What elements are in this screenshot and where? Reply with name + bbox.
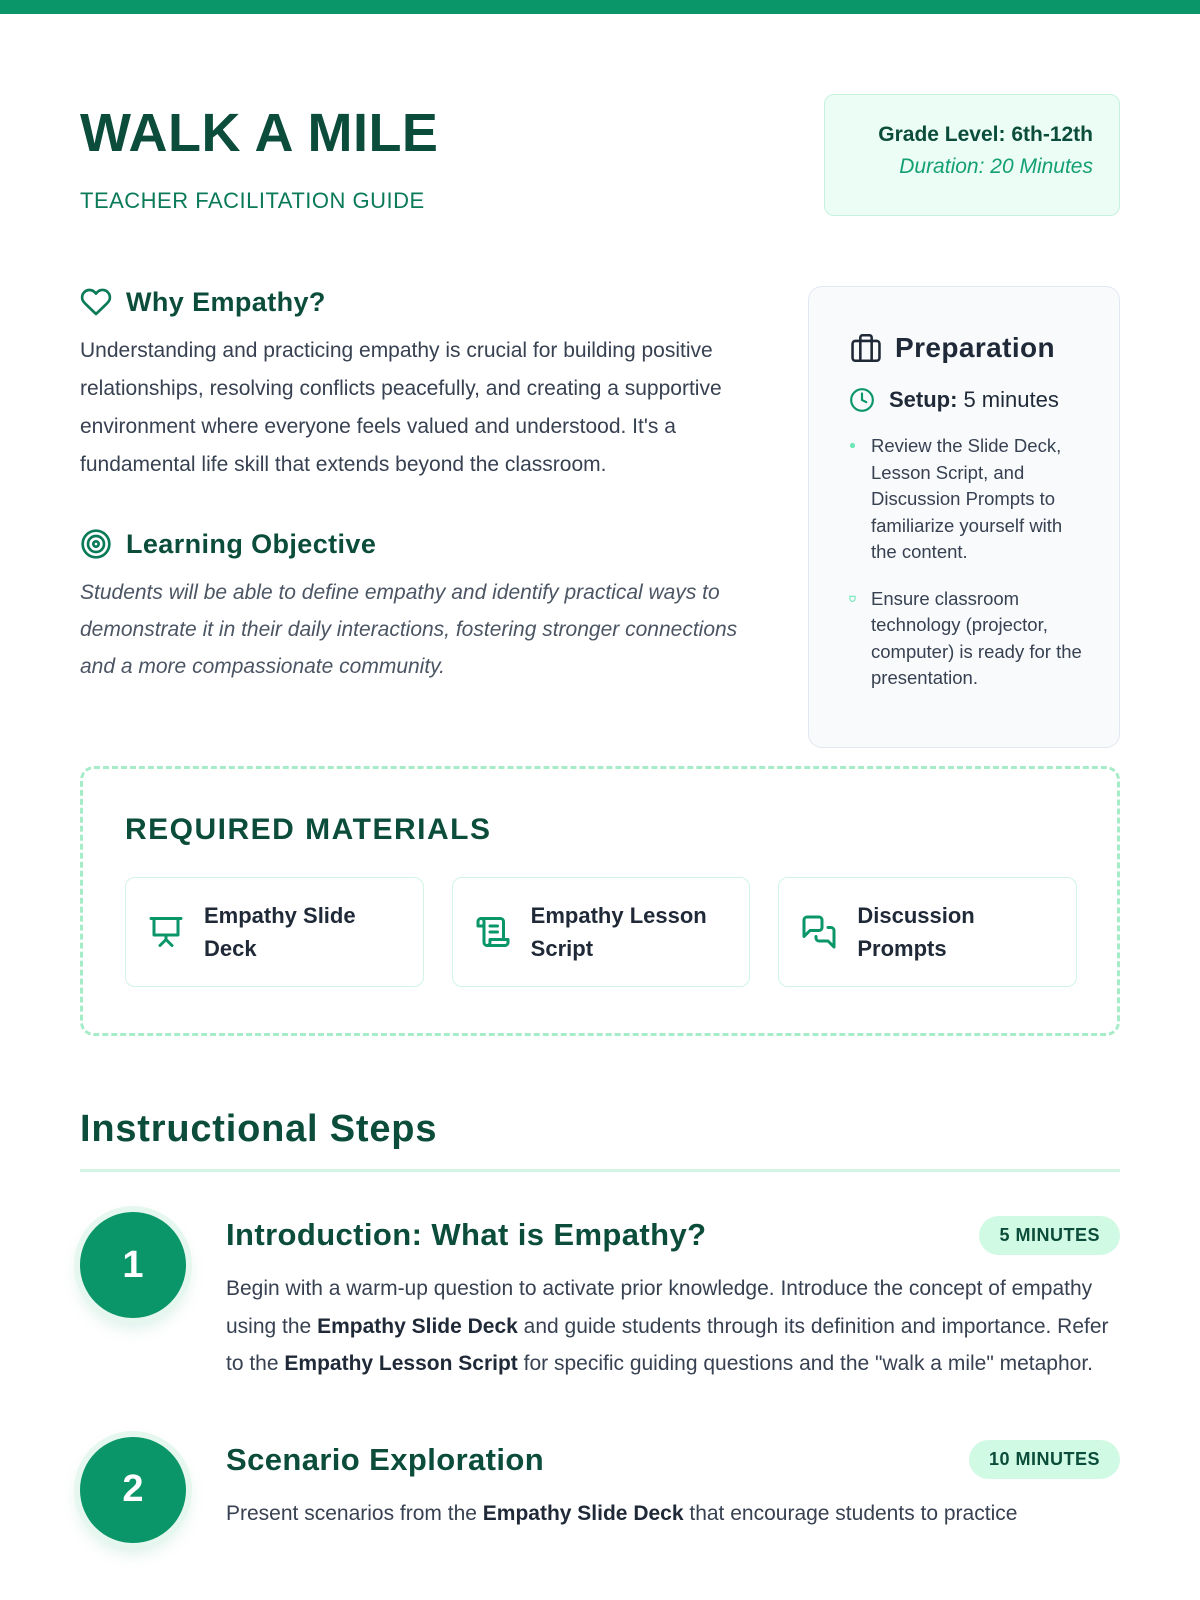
dot-bullet-icon	[849, 442, 856, 449]
learning-objective-title: Learning Objective	[126, 528, 377, 559]
briefcase-icon	[849, 331, 883, 365]
step-number: 1	[80, 1212, 186, 1318]
why-empathy-heading	[80, 286, 760, 318]
preparation-heading	[849, 331, 1089, 365]
step-bold-text: Empathy Slide Deck	[482, 1501, 684, 1525]
instructional-steps-heading: Instructional Steps	[80, 1108, 438, 1150]
why-empathy-title: Why Empathy?	[126, 286, 326, 317]
material-slide-deck[interactable]	[125, 877, 424, 987]
step-bold-text: Empathy Lesson Script	[284, 1352, 518, 1375]
step-bold-text: Empathy Slide Deck	[317, 1314, 518, 1338]
step-text: Begin with a warm-up question to activate prior knowledge. Introduce the concept of empathy using the	[226, 1277, 1093, 1338]
presentation-icon	[148, 914, 184, 950]
list-item	[849, 586, 1089, 692]
material-label: Discussion Prompts	[857, 903, 975, 961]
step-text: that encourage students to practice	[683, 1501, 1018, 1525]
why-empathy-text: Understanding and practicing empathy is crucial for building positive relationships, resolving conflicts peacefully, and creating a supportive environment where everyone feels valued and understood. It's a fundamental life skill that extends beyond the classroom.	[80, 339, 722, 476]
list-item	[849, 433, 1089, 566]
step-text: for specific guiding questions and the "walk a mile" metaphor.	[517, 1352, 1094, 1375]
material-lesson-script[interactable]	[452, 877, 751, 987]
header	[80, 14, 1120, 246]
duration-badge: 10 MINUTES	[969, 1440, 1120, 1479]
preparation-card	[808, 286, 1120, 748]
target-icon	[80, 528, 112, 560]
materials-heading: REQUIRED MATERIALS	[125, 813, 492, 846]
preparation-item-text: Ensure classroom technology (projector, computer) is ready for the presentation.	[871, 587, 1082, 688]
intro-section	[80, 246, 1120, 766]
learning-objective-text: Students will be able to define empathy and identify practical ways to demonstrate it in their daily interactions, fostering stronger connections and a more compassionate community.	[80, 581, 738, 678]
material-label: Empathy Slide Deck	[204, 903, 356, 961]
top-accent-bar	[0, 0, 1200, 14]
step-title: Introduction: What is Empathy?	[226, 1217, 707, 1252]
setup-time	[849, 387, 1089, 413]
materials-list	[125, 877, 1077, 987]
divider	[80, 1169, 1120, 1172]
chat-icon	[801, 914, 837, 950]
learning-objective-heading	[80, 528, 760, 560]
step-1	[80, 1212, 1120, 1383]
preparation-item-text: Review the Slide Deck, Lesson Script, and Discussion Prompts to familiarize yourself with the content.	[871, 435, 1063, 562]
setup-value: 5 minutes	[963, 387, 1059, 412]
required-materials-box	[80, 766, 1120, 1036]
step-description	[226, 1495, 1120, 1533]
guide-page	[0, 14, 1200, 1532]
heart-icon	[80, 286, 112, 318]
step-description	[226, 1270, 1120, 1383]
step-header	[226, 1437, 1120, 1483]
step-text: and guide students through its definition and importance. Refer to the	[226, 1314, 1109, 1375]
material-discussion-prompts[interactable]	[778, 877, 1077, 987]
grade-info-box	[824, 94, 1120, 216]
step-text: Present scenarios from the	[226, 1501, 483, 1525]
setup-label: Setup:	[889, 387, 958, 412]
material-label: Empathy Lesson Script	[530, 903, 707, 961]
step-header	[226, 1212, 1120, 1258]
shield-bullet-icon	[849, 595, 856, 602]
step-title: Scenario Exploration	[226, 1441, 545, 1477]
step-number: 2	[80, 1437, 186, 1543]
step-2	[80, 1437, 1120, 1533]
intro-left-column	[80, 286, 760, 685]
page-subtitle: TEACHER FACILITATION GUIDE	[80, 188, 425, 213]
grade-level: Grade Level: 6th-12th	[878, 123, 1093, 146]
duration-badge: 5 MINUTES	[979, 1216, 1120, 1255]
clock-icon	[849, 387, 875, 413]
page-title: WALK A MILE	[80, 103, 439, 163]
preparation-title: Preparation	[895, 332, 1055, 363]
lesson-duration: Duration: 20 Minutes	[899, 155, 1093, 178]
preparation-list	[849, 433, 1089, 692]
scroll-icon	[475, 914, 511, 950]
